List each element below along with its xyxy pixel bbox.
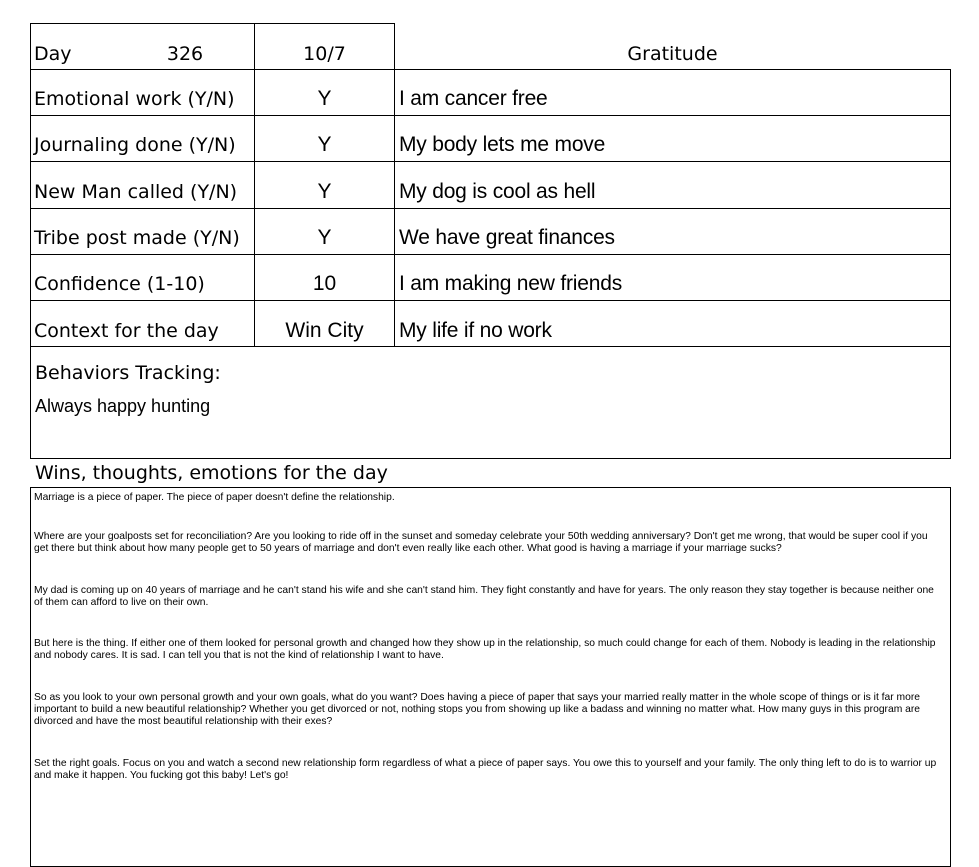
gratitude-header: Gratitude — [627, 43, 718, 65]
day-number: 326 — [166, 43, 204, 65]
row-label-new-man-called: New Man called (Y/N) — [34, 181, 238, 203]
row-label-confidence: Confidence (1-10) — [34, 273, 205, 295]
row-divider — [30, 161, 951, 162]
wins-paragraph: My dad is coming up on 40 years of marriage and he can't stand his wife and she can't stand him. They fight constantly and have for years. The only reason they stay together is because neither one of them can afford to live on their own. — [34, 585, 934, 608]
gratitude-item-3: My dog is cool as hell — [399, 180, 596, 203]
row-divider — [30, 254, 951, 255]
wins-paragraph: But here is the thing. If either one of them looked for personal growth and changed how they show up in the relationship, so much could change for each of them. Nobody is leading in the relationship and nobody cares. It is sad. I can tell you that is not the kind of relationship I want to have. — [34, 638, 936, 661]
wins-paragraph: Set the right goals. Focus on you and watch a second new relationship form regardless of what a piece of paper says. You owe this to yourself and your family. The only thing left to do is to warrior up and make it happen. You fucking got this baby! Let's go! — [34, 758, 937, 781]
gratitude-item-4: We have great finances — [399, 226, 615, 249]
wins-paragraph: Where are your goalposts set for reconciliation? Are you looking to ride off in the sunset and someday celebrate your 50th wedding anniversary? Don't get me wrong, that would be super cool if you get there but think about how many people get to 50 years of marriage and don't even really like each other. What good is having a marriage if your marriage sucks? — [34, 531, 928, 554]
row-label-tribe-post: Tribe post made (Y/N) — [34, 227, 240, 249]
row-value-tribe-post: Y — [317, 226, 332, 249]
behaviors-title: Behaviors Tracking: — [35, 362, 221, 384]
wins-paragraph: So as you look to your own personal growth and your own goals, what do you want? Does having a piece of paper that says your married really matter in the whole scope of things or is it far more important to build a new beautiful relationship? Whether you get divorced or not, nothing stops you from showing up like a badass and winning no matter what. How many guys in this program are divorced and have the most beautiful relationship with their exes? — [34, 692, 921, 727]
row-label-journaling: Journaling done (Y/N) — [34, 134, 236, 156]
behaviors-text: Always happy hunting — [35, 395, 211, 416]
header-divider — [254, 23, 255, 70]
gratitude-item-2: My body lets me move — [399, 133, 606, 156]
row-label-emotional-work: Emotional work (Y/N) — [34, 88, 235, 110]
row-divider — [30, 115, 951, 116]
row-value-confidence: 10 — [312, 272, 337, 295]
wins-paragraph: Marriage is a piece of paper. The piece of paper doesn't define the relationship. — [34, 492, 395, 503]
gratitude-item-1: I am cancer free — [399, 87, 548, 110]
wins-title: Wins, thoughts, emotions for the day — [35, 462, 388, 484]
row-label-context: Context for the day — [34, 320, 219, 342]
row-value-new-man-called: Y — [317, 180, 332, 203]
row-divider — [30, 300, 951, 301]
gratitude-item-6: My life if no work — [399, 319, 552, 342]
row-value-journaling: Y — [317, 133, 332, 156]
date-value: 10/7 — [303, 43, 346, 65]
row-value-context: Win City — [285, 319, 364, 342]
gratitude-item-5: I am making new friends — [399, 272, 622, 295]
day-label: Day — [34, 43, 72, 65]
row-divider — [30, 208, 951, 209]
row-value-emotional-work: Y — [317, 87, 332, 110]
